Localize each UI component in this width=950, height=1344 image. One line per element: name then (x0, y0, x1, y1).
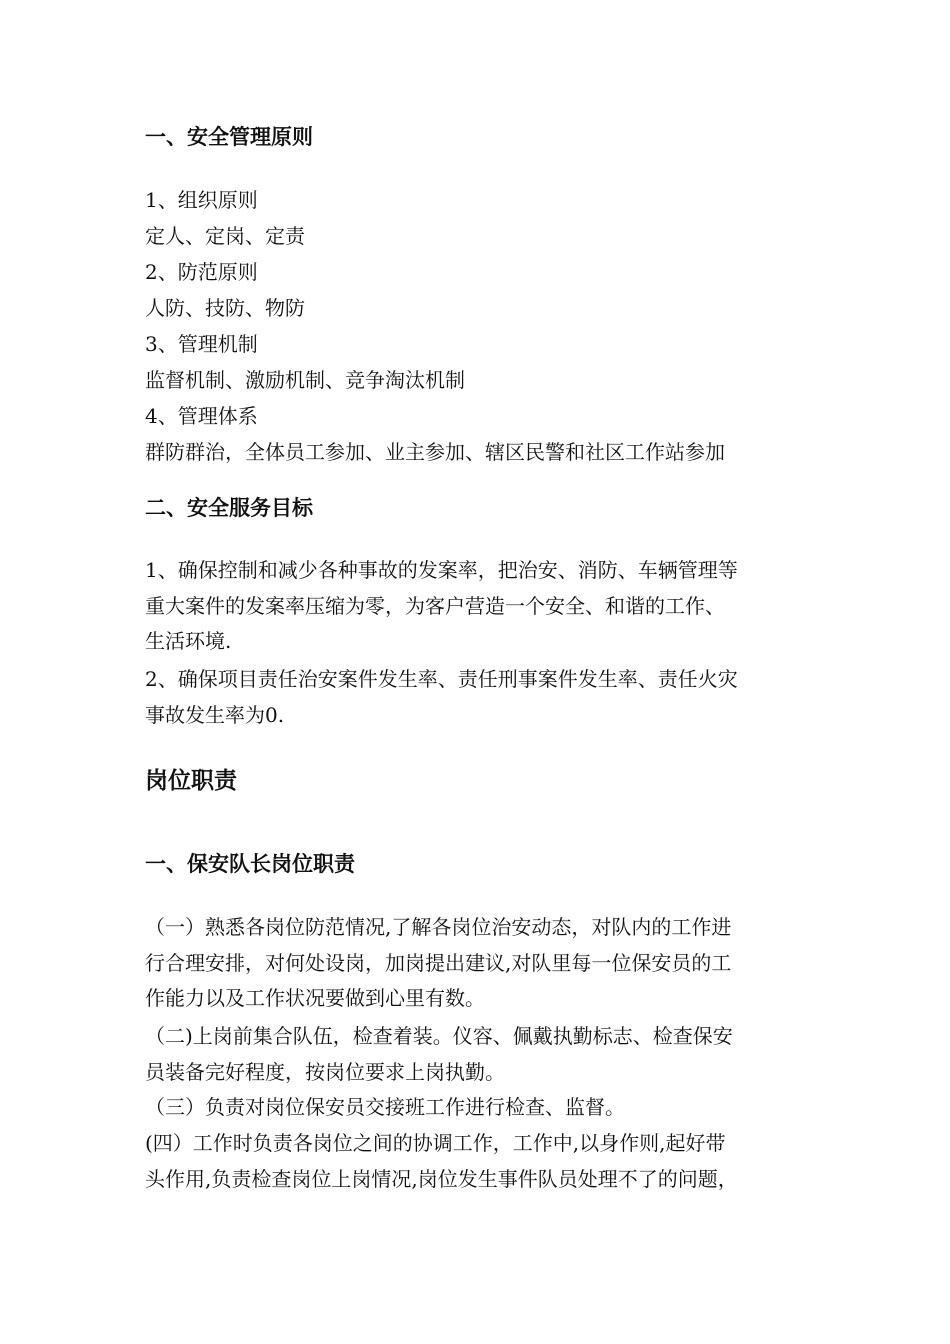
text-line: (四）工作时负责各岗位之间的协调工作，工作中,以身作则,起好带 (145, 1131, 726, 1155)
text-line: 生活环境. (145, 629, 232, 653)
text-line: （二)上岗前集合队伍，检查着装。仪容、佩戴执勤标志、检查保安 (145, 1024, 733, 1048)
text-line: 4、管理体系 (145, 404, 258, 428)
text-line: 作能力以及工作状况要做到心里有数。 (145, 986, 485, 1010)
text-line: 2、确保项目责任治安案件发生率、责任刑事案件发生率、责任火灾 (145, 667, 738, 691)
text-line: 重大案件的发案率压缩为零，为客户营造一个安全、和谐的工作、 (145, 593, 725, 618)
section-heading-service-goals: 二、安全服务目标 (145, 496, 313, 520)
text-line: 人防、技防、物防 (145, 296, 305, 320)
text-line: 群防群治，全体员工参加、业主参加、辖区民警和社区工作站参加 (145, 440, 725, 464)
text-line: 1、组织原则 (145, 188, 258, 212)
text-line: 员装备完好程度，按岗位要求上岗执勤。 (145, 1059, 505, 1084)
duty-paragraph-1 (145, 910, 810, 1017)
duty-paragraph-2 (145, 1019, 810, 1090)
text-line: 2、防范原则 (145, 260, 258, 284)
text-line: 行合理安排，对何处设岗，加岗提出建议,对队里每一位保安员的工 (145, 950, 732, 975)
duty-paragraph-4 (145, 1126, 810, 1197)
goal-item-1 (145, 553, 810, 660)
text-line: 事故发生率为0. (145, 702, 285, 727)
duties-title: 岗位职责 (145, 768, 237, 794)
text-line: 头作用,负责检查岗位上岗情况,岗位发生事件队员处理不了的问题， (145, 1166, 738, 1191)
text-line: （三）负责对岗位保安员交接班工作进行检查、监督。 (145, 1095, 625, 1119)
text-line: （一）熟悉各岗位防范情况,了解各岗位治安动态，对队内的工作进 (145, 915, 732, 939)
text-line: 3、管理机制 (145, 332, 258, 356)
text-line: 1、确保控制和减少各种事故的发案率，把治安、消防、车辆管理等 (145, 558, 738, 582)
text-line: 监督机制、激励机制、竞争淘汰机制 (145, 368, 465, 392)
section-heading-captain-duties: 一、保安队长岗位职责 (145, 852, 355, 876)
goal-item-2 (145, 662, 810, 733)
section-heading-safety-principles: 一、安全管理原则 (145, 125, 313, 149)
duty-paragraph-3 (145, 1090, 810, 1126)
text-line: 定人、定岗、定责 (145, 224, 305, 248)
